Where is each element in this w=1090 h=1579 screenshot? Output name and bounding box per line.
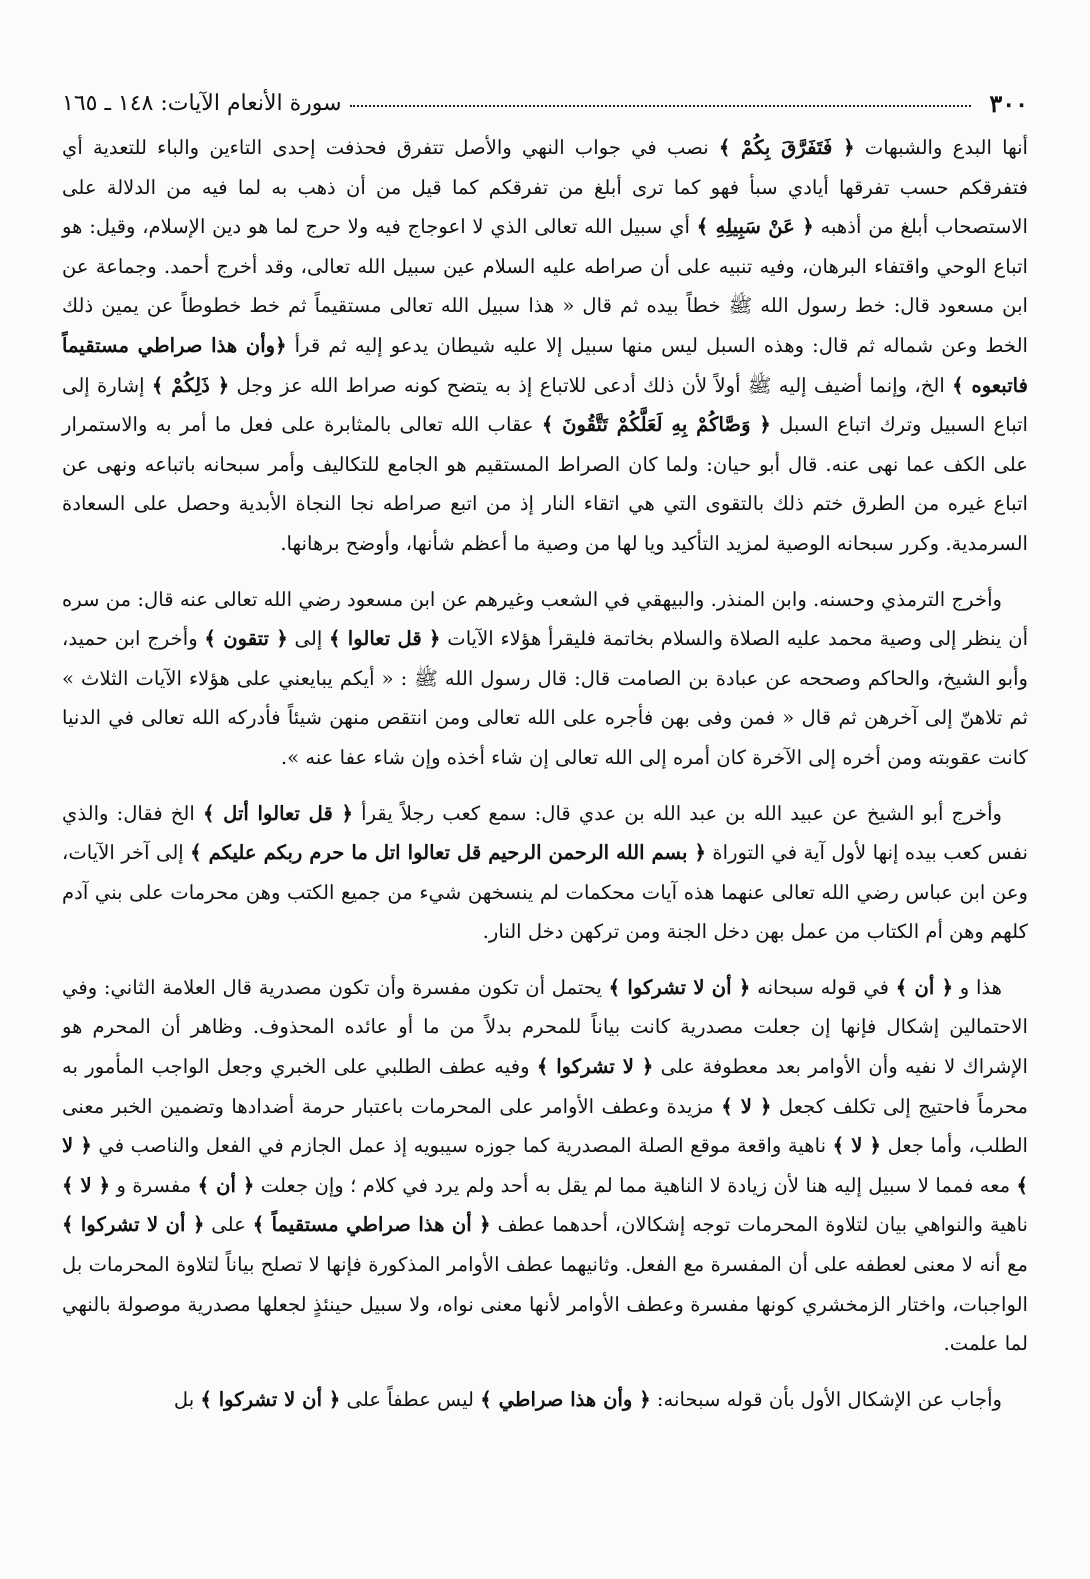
text-run: ليس عطفاً على — [340, 1387, 481, 1411]
text-run: مزيدة وعطف الأوامر على المحرمات باعتبار حرمة أضدادها وتضمين الخبر معنى الطلب، وأما جعل — [62, 1094, 1028, 1158]
text-run: على — [204, 1213, 253, 1237]
quran-quote: ﴿وأن هذا صراطي مستقيماً فاتبعوه ﴾ — [62, 333, 1028, 397]
paragraph — [62, 580, 1028, 778]
text-run: إلى — [287, 627, 329, 651]
page-header — [62, 86, 1028, 120]
quran-quote: ﴿ أن لا تشركوا ﴾ — [200, 1387, 341, 1411]
quran-quote: ﴿ لا ﴾ — [62, 1134, 1029, 1197]
quran-quote: ﴿ فَتَفَرَّقَ بِكُمْ ﴾ — [718, 136, 855, 159]
quran-quote: ﴿ أن ﴾ — [895, 975, 954, 999]
text-run: معه فمما لا سبيل إليه هنا لأن زيادة لا الناهية مما لم يقل به أحد ولم يرد في كلام ؛ وإن جعلت — [254, 1173, 1017, 1197]
text-run: مع أنه لا معنى لعطفه على أن المفسرة مع الفعل. وثانيهما عطف الأوامر المذكورة فإنها لا تصلح بياناً لتلاوة المحرمات بل الواجبات، واختار الزمخشري كونها مفسرة وعطف الأوامر لأنها معنى نواه، ولا سبيل حينئذٍ لجعلها مصدرية موصولة بالنهي لما علمت. — [62, 1253, 1028, 1356]
text-run: عقاب الله تعالى بالمثابرة على فعل ما أمر به والاستمرار على الكف عما نهى عنه. قال أبو حيان: ولما كان الصراط المستقيم هو الجامع للتكاليف وأمر سبحانه باتباعه ونهى عن اتباع غيره من الطرق ختم ذلك بالتقوى التي هي اتقاء النار إذ من اتبع صراطه نجا النجاة الأبدية وحصل على السعادة السرمدية. وكرر سبحانه الوصية لمزيد التأكيد ويا لها من وصية ما أعظم شأنها، وأوضح برهانها. — [62, 413, 1028, 555]
page-body — [62, 128, 1028, 1563]
quran-quote: ﴿ عَنْ سَبِيلِهِ ﴾ — [696, 215, 814, 239]
paragraph — [62, 128, 1028, 564]
quran-quote: ﴿ أن ﴾ — [197, 1173, 255, 1197]
text-run: وأخرج ابن حميد، وأبو الشيخ، والحاكم وصححه عن عبادة بن الصامت قال: قال رسول الله ﷺ : « أيكم يبايعني على هؤلاء الآيات الثلاث » ثم تلاهنّ إلى آخرهن ثم قال « فمن وفى بهن فأجره على الله تعالى ومن انتقص منهن شيئاً فأدركه الله تعالى في الدنيا كانت عقوبته ومن أخره إلى الآخرة كان أمره إلى الله تعالى إن شاء أخذه وإن شاء عفا عنه ». — [62, 627, 1028, 769]
quran-quote: ﴿ لا ﴾ — [62, 1173, 111, 1197]
text-run: ناهية واقعة موقع الصلة المصدرية كما جوزه سيبويه إذ عمل الجازم في الفعل والناصب في — [91, 1134, 833, 1158]
text-run: في قوله سبحانه — [750, 975, 896, 999]
text-run: الخ، وإنما أضيف إليه ﷺ أولاً لأن ذلك أدعى للاتباع إذ به يتضح كونه صراط الله عز وجل — [229, 373, 953, 397]
quran-quote: ﴿ لا ﴾ — [832, 1134, 882, 1158]
text-run: هذا و — [953, 975, 1003, 999]
quran-quote: ﴿ قل تعالوا ﴾ — [329, 627, 441, 651]
text-run: أنها البدع والشبهات — [854, 136, 1028, 159]
header-dotted-leader — [350, 105, 972, 107]
quran-quote: ﴿ لا تشركوا ﴾ — [536, 1055, 654, 1079]
quran-quote: ﴿ أن هذا صراطي مستقيماً ﴾ — [252, 1213, 491, 1237]
quran-quote: ﴿ قل تعالوا أتل ﴾ — [202, 801, 354, 825]
text-run: إشارة إلى اتباع السبيل وترك اتباع السبل — [62, 373, 1029, 437]
quran-quote: ﴿ لا ﴾ — [721, 1094, 772, 1118]
quran-quote: ﴿ أن لا تشركوا ﴾ — [608, 975, 751, 999]
page-number: ٣٠٠ — [989, 88, 1028, 118]
text-run: إلى آخر الآيات، وعن ابن عباس رضي الله تعالى عنهما هذه آيات محكمات لم ينسخهن شيء من جميع الكتب وهن محرمات على بني آدم كلهم وهن أم الكتاب من عمل بهن دخل الجنة ومن تركهن دخل النار. — [62, 841, 1028, 944]
paragraph — [62, 794, 1028, 952]
text-run: بل — [173, 1387, 201, 1411]
quran-quote: ﴿ أن لا تشركوا ﴾ — [62, 1213, 205, 1237]
text-run: مفسرة و — [110, 1173, 198, 1197]
text-run: وأخرج أبو الشيخ عن عبيد الله بن عبد الله بن عدي قال: سمع كعب رجلاً يقرأ — [353, 801, 1002, 825]
text-run: يحتمل أن تكون مفسرة وأن تكون مصدرية قال العلامة الثاني: وفي الاحتمالين إشكال فإنها إن جعلت مصدرية كانت بياناً للمحرم بدلاً من ما أو عائده المحذوف. وظاهر أن المحرم هو الإشراك لا نفيه وأن الأوامر بعد معطوفة على — [62, 975, 1028, 1079]
quran-quote: ﴿ وَصَّاكُمْ بِهِ لَعَلَّكُمْ تَتَّقُونَ ﴾ — [541, 413, 771, 437]
text-run: نصب في جواب النهي والأصل تتفرق فحذفت إحدى التاءين والباء للتعدية أي فتفرقكم حسب تفرقها أيادي سبأ فهو كما ترى أبلغ من تفرقكم كما قيل من أن ذهب به لما فيه من الدلالة على الاستصحاب أبلغ من أذهبه — [62, 136, 1028, 239]
text-run: وفيه عطف الطلبي على الخبري وجعل الواجب المأمور به محرماً فاحتيج إلى تكلف كجعل — [62, 1055, 1029, 1118]
paragraph — [62, 968, 1028, 1364]
quran-quote: ﴿ وأن هذا صراطي ﴾ — [480, 1387, 651, 1411]
text-run: وأخرج الترمذي وحسنه. وابن المنذر. والبيهقي في الشعب وغيرهم عن ابن مسعود رضي الله تعالى عنه قال: من سره أن ينظر إلى وصية محمد عليه الصلاة والسلام بخاتمة فليقرأ هؤلاء الآيات — [62, 587, 1029, 651]
text-run: أي سبيل الله تعالى الذي لا اعوجاج فيه ولا حرج لما هو دين الإسلام، وقيل: هو اتباع الوحي واقتفاء البرهان، وفيه تنبيه على أن صراطه عليه السلام عين سبيل الله تعالى، وقد أخرج أحمد. وجماعة عن ابن مسعود قال: خط رسول الله ﷺ خطاً بيده ثم قال « هذا سبيل الله تعالى مستقيماً ثم خط خطوطاً عن يمين ذلك الخط وعن شماله ثم قال: وهذه السبل ليس منها سبيل إلا عليه شيطان يدعو إليه ثم قرأ — [62, 215, 1028, 357]
running-title: سورة الأنعام الآيات: ١٤٨ ـ ١٦٥ — [62, 90, 342, 116]
text-run: وأجاب عن الإشكال الأول بأن قوله سبحانه: — [650, 1387, 1002, 1411]
quran-quote: ﴿ بسم الله الرحمن الرحيم قل تعالوا اتل ما حرم ربكم عليكم ﴾ — [190, 841, 706, 865]
paragraph — [62, 1380, 1028, 1420]
text-run: الخ فقال: والذي نفس كعب بيده إنها لأول آية في التوراة — [62, 801, 1028, 865]
quran-quote: ﴿ تتقون ﴾ — [204, 627, 288, 651]
quran-quote: ﴿ ذَلِكُمْ ﴾ — [151, 373, 230, 397]
text-run: ناهية والنواهي بيان لتلاوة المحرمات توجه إشكالان، أحدهما عطف — [490, 1213, 1028, 1237]
